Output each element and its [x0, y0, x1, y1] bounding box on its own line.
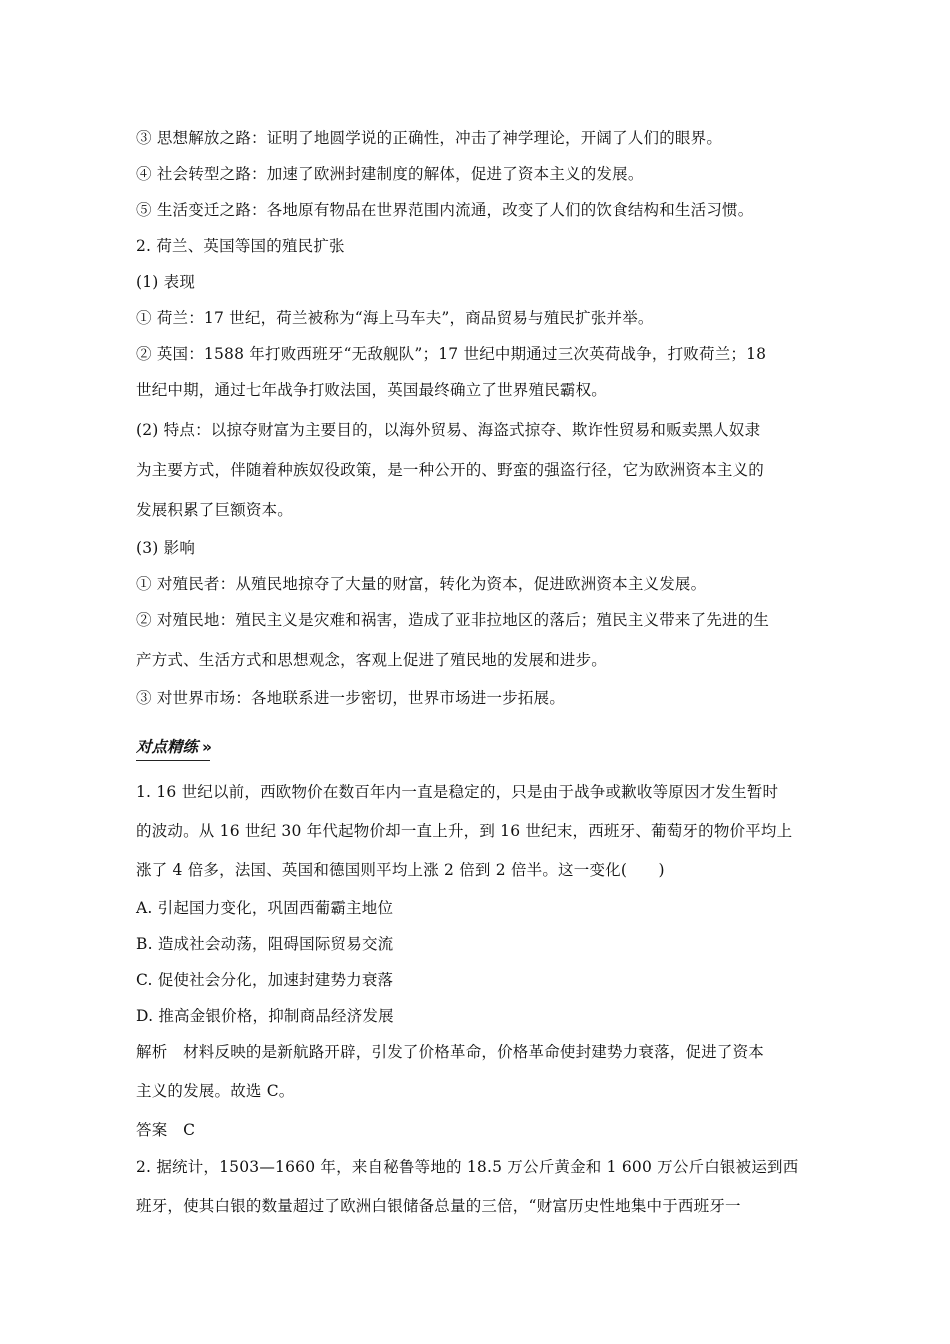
section-heading-text: 对点精练: [136, 738, 199, 756]
question-line: 班牙，使其白银的数量超过了欧洲白银储备总量的三倍，“财富历史性地集中于西班牙一: [136, 1197, 741, 1215]
explanation-line: 解析 材料反映的是新航路开辟，引发了价格革命，价格革命使封建势力衰落，促进了资本: [136, 1043, 765, 1061]
explanation-line: 主义的发展。故选 C。: [136, 1082, 295, 1100]
text-line: 发展积累了巨额资本。: [136, 501, 294, 519]
subsection-label: (1) 表现: [136, 273, 196, 291]
answer-option: D. 推高金银价格，抑制商品经济发展: [136, 1007, 394, 1025]
subsection-title: 2. 荷兰、英国等国的殖民扩张: [136, 237, 345, 255]
answer-line: 答案 C: [136, 1121, 196, 1139]
question-line: 的波动。从 16 世纪 30 年代起物价却一直上升，到 16 世纪末，西班牙、葡萄牙的物价平均上: [136, 822, 793, 840]
question-line: 2. 据统计，1503—1660 年，来自秘鲁等地的 18.5 万公斤黄金和 1 600 万公斤白银被运到西: [136, 1158, 799, 1176]
question-line: 1. 16 世纪以前，西欧物价在数百年内一直是稳定的，只是由于战争或歉收等原因才发生暂时: [136, 783, 779, 801]
text-line: ③ 对世界市场：各地联系进一步密切，世界市场进一步拓展。: [136, 689, 566, 707]
answer-option: A. 引起国力变化，巩固西葡霸主地位: [136, 899, 394, 917]
text-line: ⑤ 生活变迁之路：各地原有物品在世界范围内流通，改变了人们的饮食结构和生活习惯。: [136, 201, 754, 219]
text-line: 世纪中期，通过七年战争打败法国，英国最终确立了世界殖民霸权。: [136, 381, 608, 399]
text-line: ① 荷兰：17 世纪，荷兰被称为“海上马车夫”，商品贸易与殖民扩张并举。: [136, 309, 654, 327]
question-line: 涨了 4 倍多，法国、英国和德国则平均上涨 2 倍到 2 倍半。这一变化( ): [136, 861, 665, 879]
answer-option: B. 造成社会动荡，阻碍国际贸易交流: [136, 935, 394, 953]
subsection-label: (3) 影响: [136, 539, 196, 557]
section-heading: [136, 736, 210, 761]
chevron-right-icon: »: [202, 738, 211, 756]
answer-option: C. 促使社会分化，加速封建势力衰落: [136, 971, 394, 989]
text-line: ② 对殖民地：殖民主义是灾难和祸害，造成了亚非拉地区的落后；殖民主义带来了先进的生: [136, 611, 770, 629]
text-line: ④ 社会转型之路：加速了欧洲封建制度的解体，促进了资本主义的发展。: [136, 165, 644, 183]
text-line: ③ 思想解放之路：证明了地圆学说的正确性，冲击了神学理论，开阔了人们的眼界。: [136, 129, 723, 147]
text-line: 为主要方式，伴随着种族奴役政策，是一种公开的、野蛮的强盗行径，它为欧洲资本主义的: [136, 461, 765, 479]
text-line: ① 对殖民者：从殖民地掠夺了大量的财富，转化为资本，促进欧洲资本主义发展。: [136, 575, 707, 593]
text-line: 产方式、生活方式和思想观念，客观上促进了殖民地的发展和进步。: [136, 651, 608, 669]
text-line: ② 英国：1588 年打败西班牙“无敌舰队”；17 世纪中期通过三次英荷战争，打败荷兰；18: [136, 345, 767, 363]
text-line: (2) 特点：以掠夺财富为主要目的，以海外贸易、海盗式掠夺、欺诈性贸易和贩卖黑人奴隶: [136, 421, 761, 439]
